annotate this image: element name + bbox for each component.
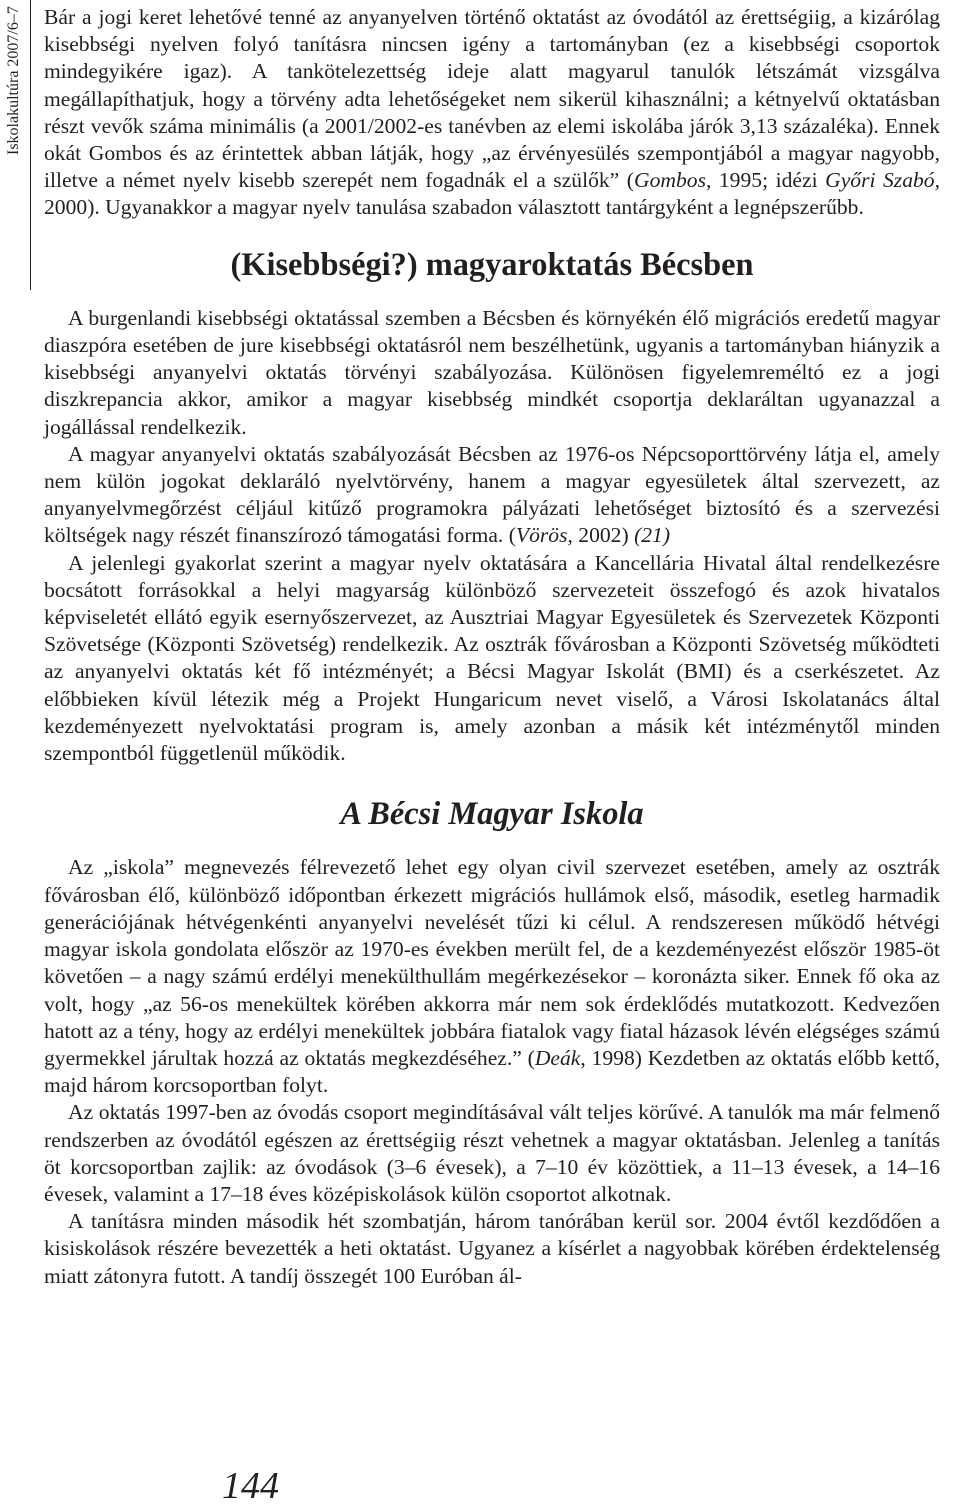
section-paragraph [44,854,940,1099]
text-run: Az „iskola” megnevezés félrevezető lehet egy olyan civil szervezet esetében, amely az osztrák fővárosban élő, különböző időpontban érkezett migrációs hullámok első, második, esetleg harmadik generációjának hétvégenkénti anyanyelvi nevelését tűzi ki célul. A rendszeresen működő hétvégi magyar iskola gondolata először az 1970-es években merült fel, de a kezdeményezést először 1985-öt követően – a nagy számú erdélyi menekülthullám megérkezésekor – koronázta siker. Ennek fő oka az volt, hogy „az 56-os menekültek körében akkorra már nem sok érdeklődés mutatkozott. Kedvezően hatott az a tény, hogy az erdélyi menekültek jobbára fiatalok vagy fiatal házasok lévén elégséges számú gyermekkel járultak hozzá az oktatás megkezdéséhez.” ( [44,855,940,1070]
section-paragraph: Az oktatás 1997-ben az óvodás csoport megindításával vált teljes körűvé. A tanulók ma már felmenő rendszerben az óvodától egészen az érettségiig részt vehetnek a magyar oktatásban. Jelenleg a tanítás öt korcsoportban zajlik: az óvodások (3–6 évesek), a 7–10 év közöttiek, a 11–13 évesek, a 14–16 évesek, valamint a 17–18 éves középiskolások külön csoportot alkotnak. [44,1100,940,1206]
text-run: , 1998) Kezdetben az oktatás előbb kettő, majd három korcsoportban folyt. [44,1045,940,1098]
text-run: 2000). Ugyanakkor a magyar nyelv tanulása szabadon választott tantárgyként a legnépszerűbb. [44,195,864,220]
section-paragraph: A jelenlegi gyakorlat szerint a magyar nyelv oktatására a Kancellária Hivatal által rendelkezésre bocsátott forrásokkal a helyi magyarság különböző szervezeteit összefogó és azok hivatalos képviseletét ellátó egyik esernyőszervezet, az Ausztriai Magyar Egyesületek és Szervezetek Központi Szövetsége (Központi Szövetség) rendelkezik. Az osztrák fővárosban a Központi Szövetség működteti az anyanyelvi oktatás két fő intézményét; a Bécsi Magyar Iskolát (BMI) és a cserkészetet. Az előbbieken kívül létezik még a Projekt Hungaricum nevet viselő, a Városi Iskolatanács által kezdeményezett nyelvoktatási program is, amely azonban a másik két intézménytől minden szempontból függetlenül működik. [44,550,940,766]
section-paragraph: A tanításra minden második hét szombatján, három tanórában kerül sor. 2004 évtől kezdődően a kisiskolások részére bevezették a heti oktatást. Ugyanez a kísérlet a nagyobbak körében érdektelenség miatt zátonyra futott. A tandíj összegét 100 Euróban ál- [44,1209,940,1288]
intro-paragraph [44,4,940,222]
running-head: Iskolakultúra 2007/6–7 [5,6,22,155]
page-body [44,4,940,1290]
text-run: A magyar anyanyelvi oktatás szabályozását Bécsben az 1976-os Népcsoporttörvény látja el, amely nem külön jogokat deklaráló nyelvtörvény, hanem a magyar egyesületek által szervezett, az anyanyelvmegőrzést céljául kitűző programokra pályázati lehetőséget biztosító és a szervezési költségek nagy részét finanszírozó támogatási forma. ( [44,441,940,548]
section-heading: (Kisebbségi?) magyaroktatás Bécsben [230,246,754,283]
page-number: 144 [222,1465,279,1507]
citation-author: Vörös [515,523,568,548]
section-paragraph: A burgenlandi kisebbségi oktatással szemben a Bécsben és környékén élő migrációs eredetű magyar diaszpóra esetében de jure kisebbségi oktatásról nem beszélhetünk, ugyanis a tartományban hiányzik a kisebbségi anyanyelvi oktatás törvényi szabályozása. Különösen figyelemreméltó ez a jogi diszkrepancia akkor, amikor a magyar kisebbség mindkét csoportja deklaráltan ugyanazzal a jogállással rendelkezik. [44,305,940,439]
section-heading: A Bécsi Magyar Iskola [340,796,644,833]
citation-author: Győri Szabó, [825,168,940,193]
margin-rule [30,0,31,290]
citation-author: Deák [534,1045,581,1070]
text-run: , 2002) [567,523,635,548]
text-run: Bár a jogi keret lehetővé tenné az anyanyelven történő oktatást az óvodától az érettségiig, a kizárólag kisebbségi nyelven folyó tanításra nincsen igény a tartományban (ez a kisebbségi csoportok mindegyikére igaz). A tankötelezettség ideje alatt magyarul tanulók létszámát vizsgálva megállapíthatjuk, hogy a törvény adta lehetőségeket nem sikerül kihasználni; a kétnyelvű oktatásban részt vevők száma minimális (a 2001/2002-es tanévben az elemi iskolába járók 3,13 százaléka). Ennek okát Gombos és az érintettek abban látják, hogy „az érvényesülés szempontjából a magyar nagyobb, illetve a német nyelv kisebb szerepét nem fogadnák el a szülők” ( [44,5,940,193]
footnote-marker: (21) [634,523,671,548]
text-run: , 1995; idézi [705,168,826,193]
section-paragraph [44,441,940,550]
citation-author: Gombos [633,168,706,193]
